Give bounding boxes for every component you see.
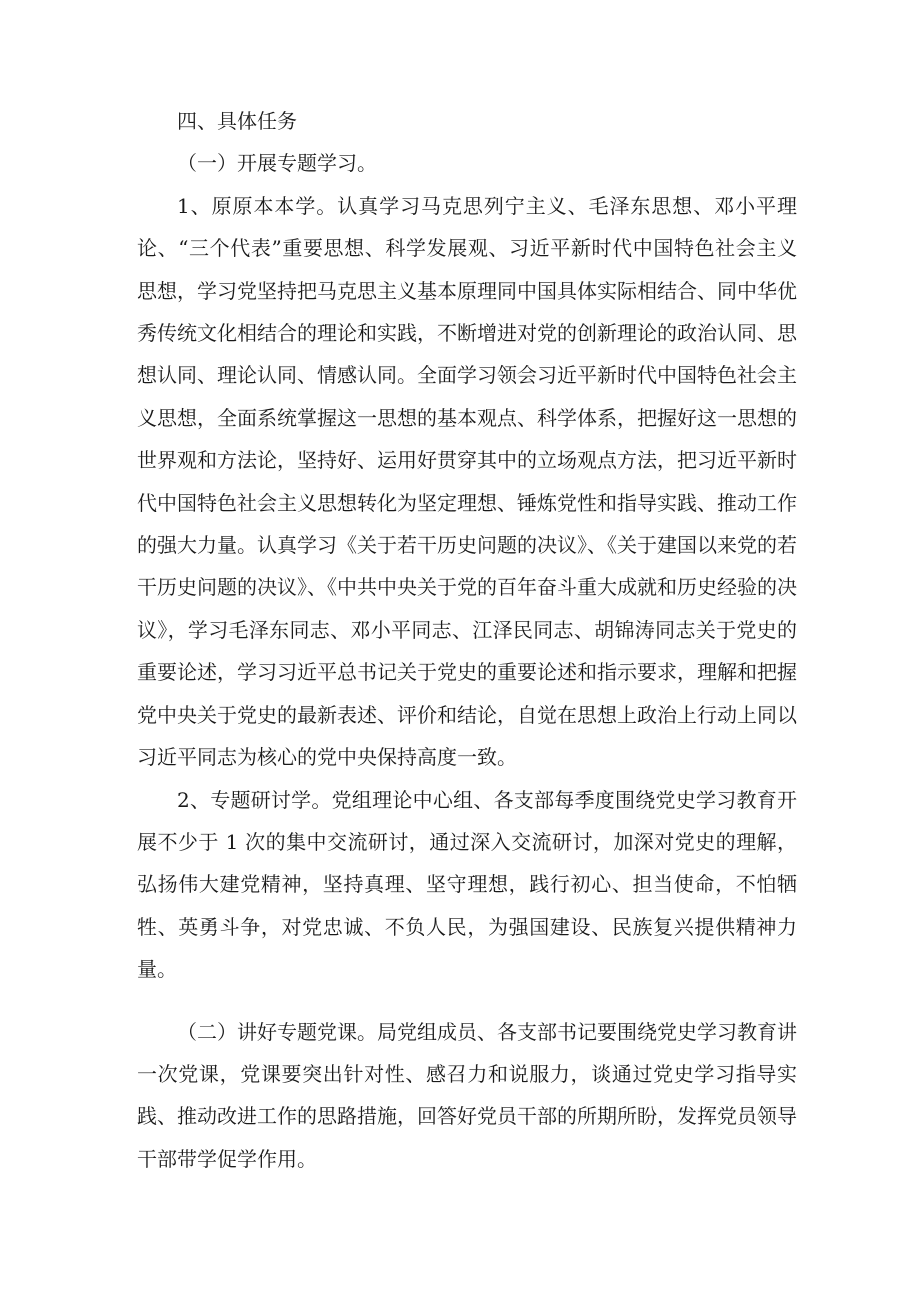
section-heading: 四、具体任务 [177, 109, 297, 133]
subsection-heading-1: （一）开展专题学习。 [177, 151, 377, 176]
document-body [137, 100, 797, 1180]
paragraph-subsection-2: （二）讲好专题党课。局党组成员、各支部书记要围绕党史学习教育讲一次党课，党课要突出针对性、感召力和说服力，谈通过党史学习指导实践、推动改进工作的思路措施，回答好党员干部的所期所盼，发挥党员领导干部带学促学作用。 [137, 1019, 797, 1171]
paragraph-item-2: 2、专题研讨学。党组理论中心组、各支部每季度围绕党史学习教育开展不少于 1 次的集中交流研讨，通过深入交流研讨，加深对党史的理解，弘扬伟大建党精神，坚持真理、坚守理想，践行初心、担当使命，不怕牺牲、英勇斗争，对党忠诚、不负人民，为强国建设、民族复兴提供精神力量。 [137, 787, 797, 982]
paragraph-item-1: 1、原原本本学。认真学习马克思列宁主义、毛泽东思想、邓小平理论、“三个代表”重要思想、科学发展观、习近平新时代中国特色社会主义思想，学习党坚持把马克思主义基本原理同中国具体实际相结合、同中华优秀传统文化相结合的理论和实践，不断增进对党的创新理论的政治认同、思想认同、理论认同、情感认同。全面学习领会习近平新时代中国特色社会主义思想，全面系统掌握这一思想的基本观点、科学体系，把握好这一思想的世界观和方法论，坚持好、运用好贯穿其中的立场观点方法，把习近平新时代中国特色社会主义思想转化为坚定理想、锤炼党性和指导实践、推动工作的强大力量。认真学习《关于若干历史问题的决议》、《关于建国以来党的若干历史问题的决议》、《中共中央关于党的百年奋斗重大成就和历史经验的决议》，学习毛泽东同志、邓小平同志、江泽民同志、胡锦涛同志关于党史的重要论述，学习习近平总书记关于党史的重要论述和指示要求，理解和把握党中央关于党史的最新表述、评价和结论，自觉在思想上政治上行动上同以习近平同志为核心的党中央保持高度一致。 [137, 193, 797, 770]
